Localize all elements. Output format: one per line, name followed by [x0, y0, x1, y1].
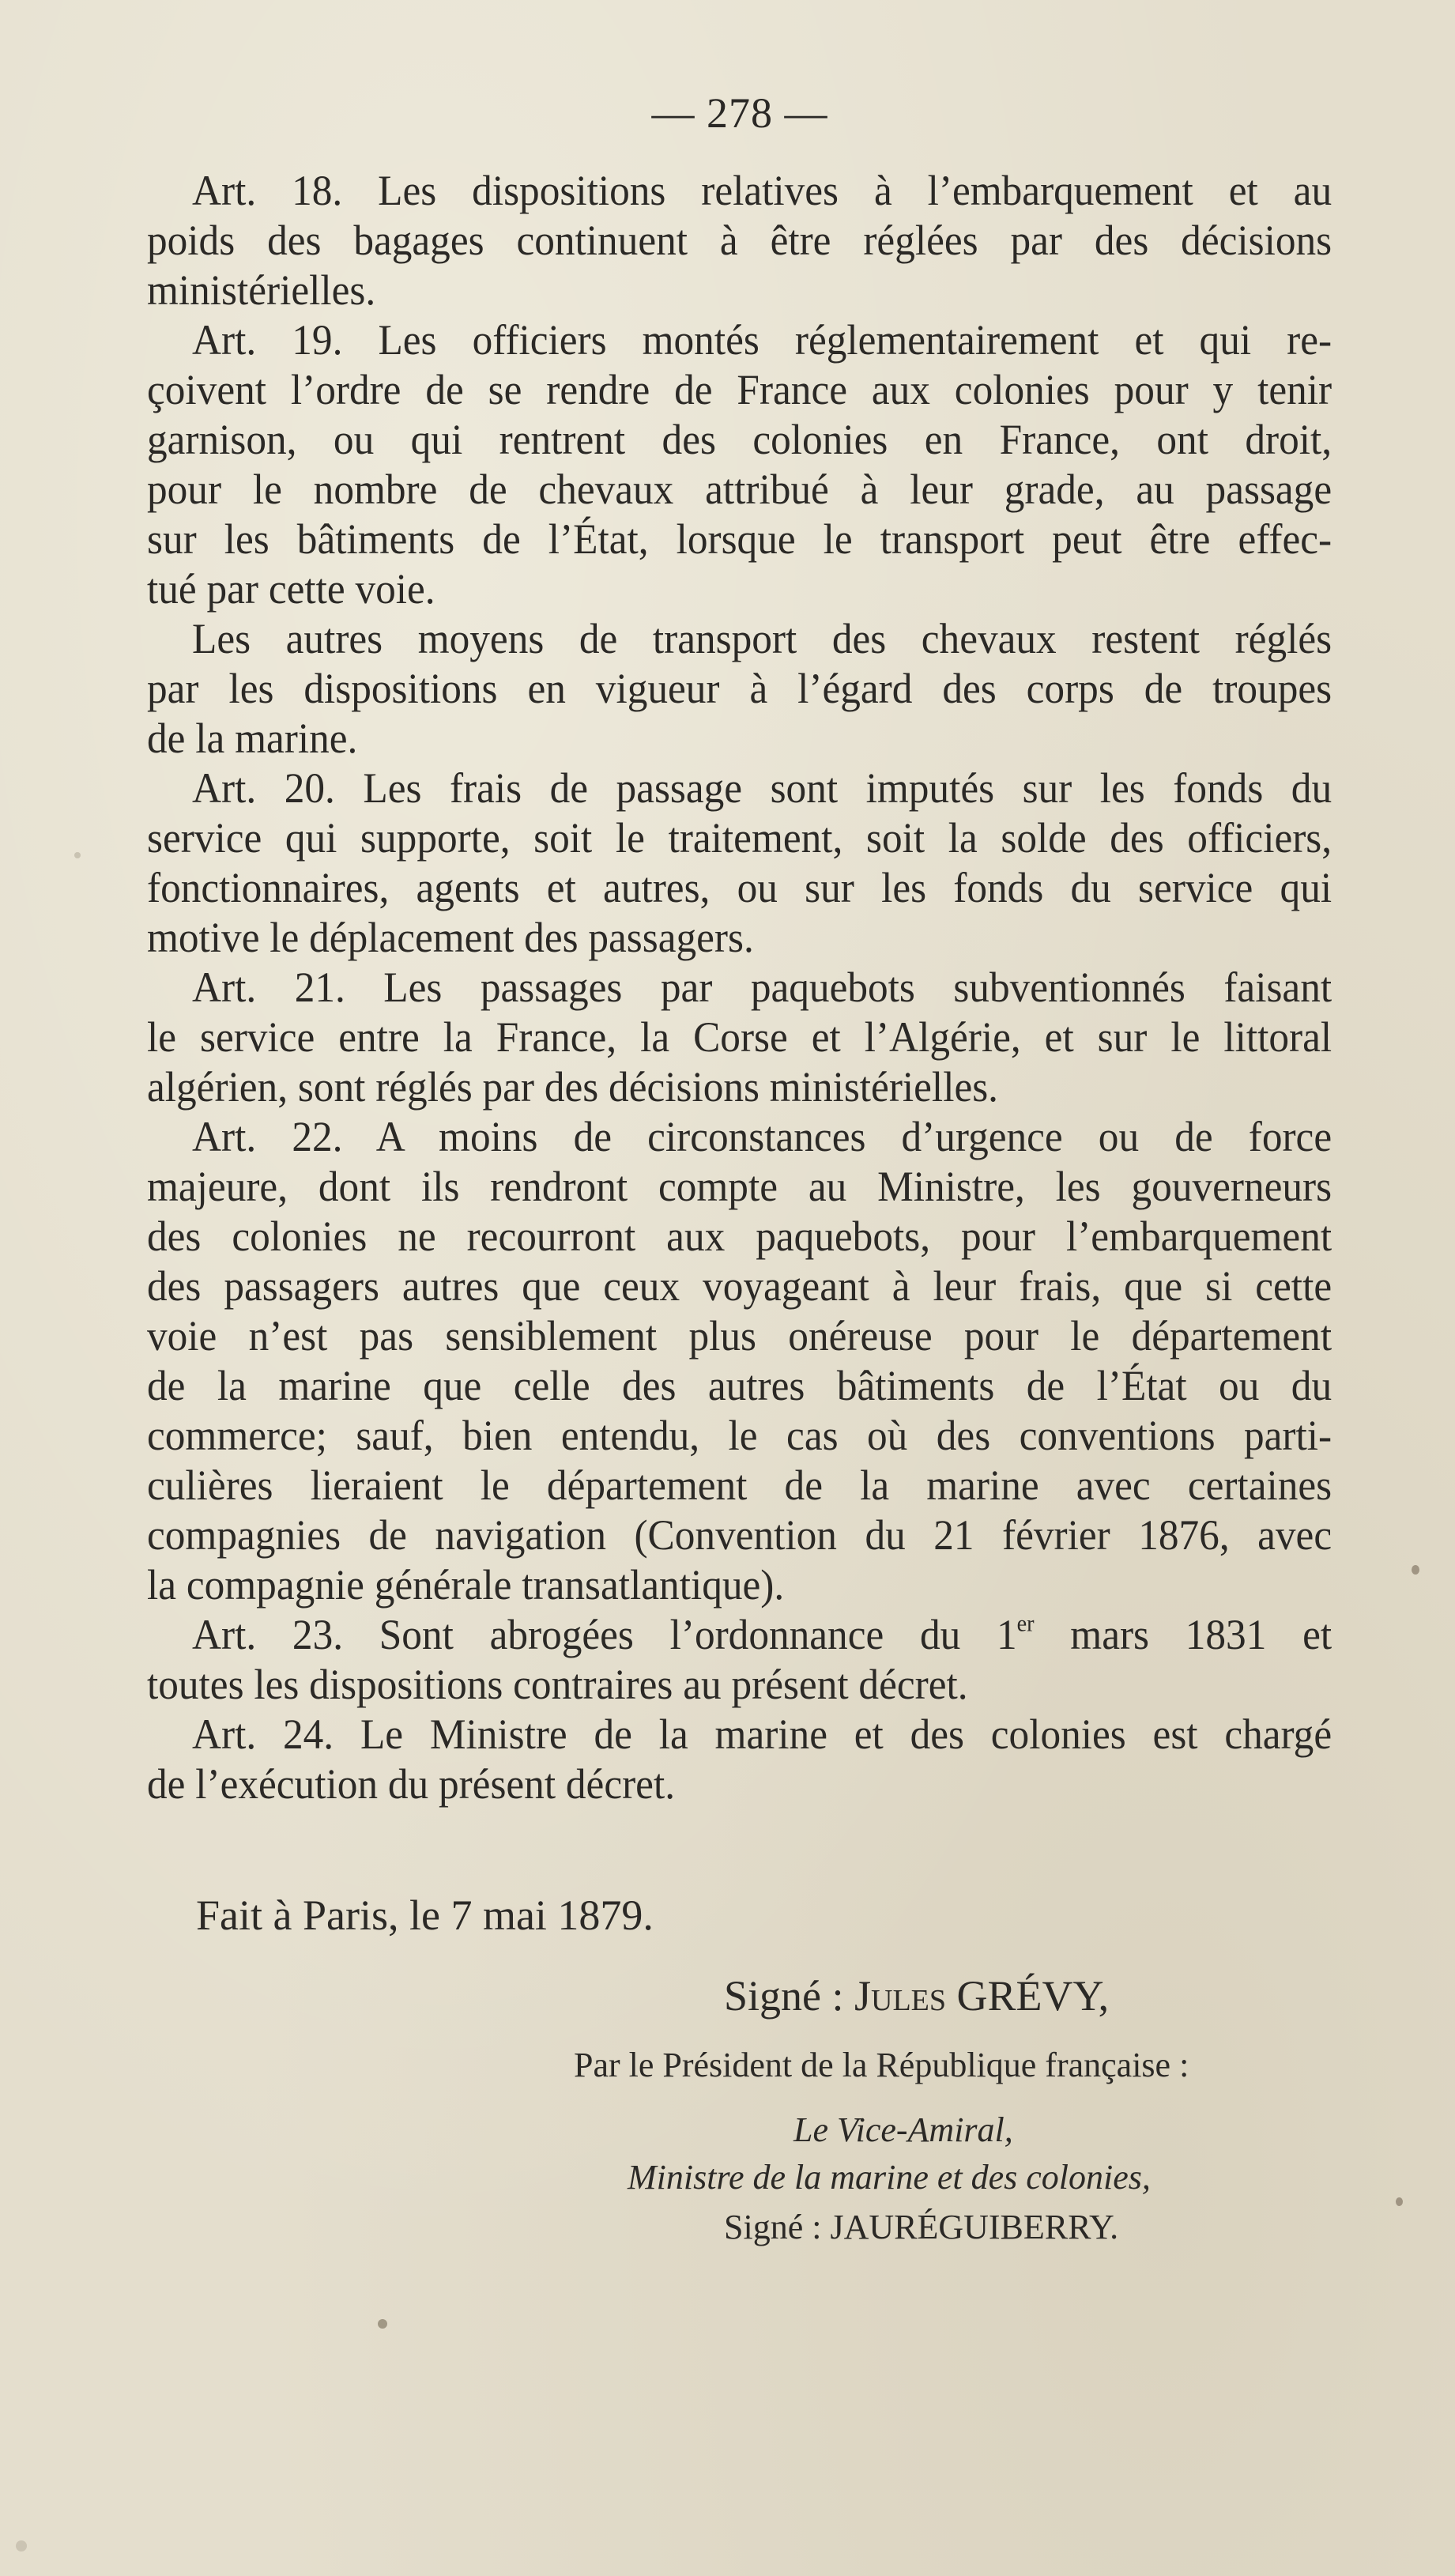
text-line: ministérielles.: [147, 266, 376, 314]
text-line: compagnies de navigation (Convention du 21 février 1876, avec: [147, 1511, 1332, 1559]
text-fragment: Art. 23. Sont abrogées l’ordonnance du 1: [192, 1611, 1017, 1658]
text-line: de la marine que celle des autres bâtiments de l’État ou du: [147, 1362, 1332, 1409]
closing-date: Fait à Paris, le 7 mai 1879.: [196, 1891, 654, 1939]
paper-spot: [1412, 1565, 1419, 1575]
paper-spot: [378, 2319, 387, 2329]
text-line: Art. 19. Les officiers montés réglementairement et qui re-: [192, 316, 1332, 364]
text-line: des colonies ne recourront aux paquebots, pour l’embarquement: [147, 1213, 1332, 1260]
signature-prefix: Signé :: [724, 1972, 855, 2020]
text-line: Les autres moyens de transport des chevaux restent réglés: [192, 615, 1332, 662]
text-line: majeure, dont ils rendront compte au Ministre, les gouverneurs: [147, 1163, 1332, 1210]
text-line: çoivent l’ordre de se rendre de France aux colonies pour y tenir: [147, 366, 1332, 413]
text-line: pour le nombre de chevaux attribué à leur grade, au passage: [147, 466, 1332, 513]
text-line: de la marine.: [147, 715, 358, 762]
superscript: er: [1016, 1611, 1035, 1637]
page-number: — 278 —: [651, 89, 828, 137]
text-line: sur les bâtiments de l’État, lorsque le transport peut être effec-: [147, 515, 1332, 563]
text-line: la compagnie générale transatlantique).: [147, 1561, 785, 1609]
text-line: Art. 18. Les dispositions relatives à l’embarquement et au: [192, 167, 1332, 214]
signature-president: [724, 1971, 1455, 2021]
text-line: Art. 22. A moins de circonstances d’urgence ou de force: [192, 1113, 1332, 1160]
text-line: fonctionnaires, agents et autres, ou sur les fonds du service qui: [147, 864, 1332, 911]
vice-admiral-title: Le Vice-Amiral,: [793, 2110, 1013, 2149]
text-line: de l’exécution du présent décret.: [147, 1760, 676, 1808]
text-line: commerce; sauf, bien entendu, le cas où des conventions parti-: [147, 1412, 1332, 1459]
text-line: des passagers autres que ceux voyageant à leur frais, que si cette: [147, 1262, 1332, 1310]
signature-minister: Signé : JAURÉGUIBERRY.: [724, 2208, 1119, 2246]
decree-body: [147, 166, 1332, 1809]
text-line: algérien, sont réglés par des décisions ministérielles.: [147, 1063, 999, 1111]
signatory-first-name: Jules: [854, 1972, 947, 2020]
text-line: le service entre la France, la Corse et l’Algérie, et sur le littoral: [147, 1013, 1332, 1061]
text-line: culières lieraient le département de la marine avec certaines: [147, 1461, 1332, 1509]
text-line: garnison, ou qui rentrent des colonies en France, ont droit,: [147, 416, 1332, 463]
paper-spot: [74, 852, 81, 858]
text-line: par les dispositions en vigueur à l’égard des corps de troupes: [147, 665, 1332, 712]
text-line: [147, 1610, 1332, 1660]
president-line: Par le Président de la République française :: [574, 2046, 1189, 2084]
text-line: Art. 24. Le Ministre de la marine et des colonies est chargé: [192, 1710, 1332, 1758]
minister-title: Ministre de la marine et des colonies,: [628, 2158, 1151, 2197]
signatory-last-name: GRÉVY: [956, 1972, 1099, 2020]
text-line: voie n’est pas sensiblement plus onéreuse pour le département: [147, 1312, 1332, 1360]
text-line: Art. 21. Les passages par paquebots subventionnés faisant: [192, 964, 1332, 1011]
paper-spot: [1396, 2197, 1403, 2206]
text-line: toutes les dispositions contraires au présent décret.: [147, 1661, 968, 1708]
text-line: service qui supporte, soit le traitement, soit la solde des officiers,: [147, 814, 1332, 862]
signature-end: ,: [1098, 1972, 1110, 2020]
text-line: motive le déplacement des passagers.: [147, 914, 754, 961]
text-line: poids des bagages continuent à être réglées par des décisions: [147, 217, 1332, 264]
paper-spot: [16, 2540, 27, 2551]
text-line: Art. 20. Les frais de passage sont imputés sur les fonds du: [192, 764, 1332, 812]
text-line: tué par cette voie.: [147, 565, 435, 613]
text-fragment: mars 1831 et: [1034, 1611, 1332, 1658]
